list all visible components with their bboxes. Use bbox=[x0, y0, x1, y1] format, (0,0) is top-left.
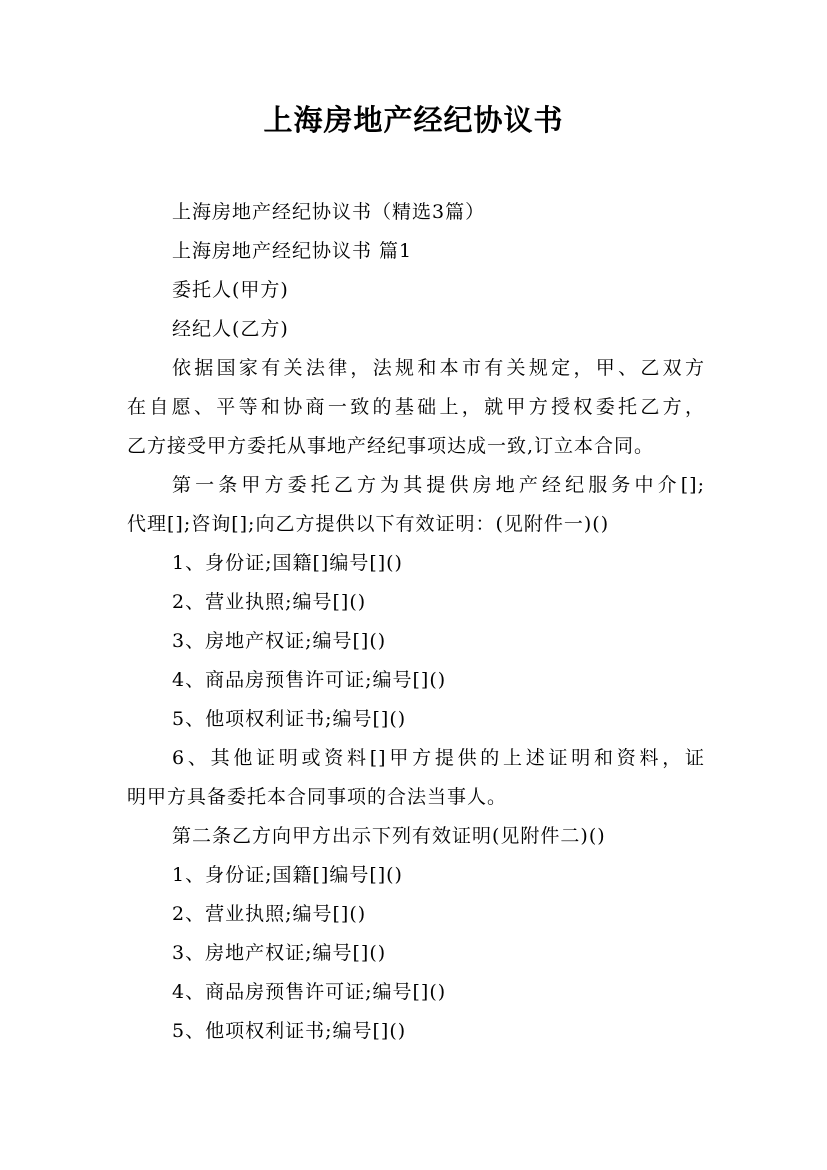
paragraph-line: 2、营业执照;编号[]() bbox=[172, 903, 367, 925]
paragraph-line: 3、房地产权证;编号[]() bbox=[172, 942, 387, 964]
paragraph-line: 5、他项权利证书;编号[]() bbox=[172, 708, 407, 730]
paragraph-line: 经纪人(乙方) bbox=[172, 318, 289, 340]
paragraph-line: 1、身份证;国籍[]编号[]() bbox=[172, 864, 403, 886]
paragraph-line: 第一条甲方委托乙方为其提供房地产经纪服务中介[]; bbox=[172, 474, 705, 496]
paragraph-line: 明甲方具备委托本合同事项的合法当事人。 bbox=[127, 786, 508, 808]
paragraph-line: 委托人(甲方) bbox=[172, 279, 289, 301]
paragraph-line: 1、身份证;国籍[]编号[]() bbox=[172, 552, 403, 574]
paragraph-line: 第二条乙方向甲方出示下列有效证明(见附件二)() bbox=[172, 825, 606, 847]
paragraph-line: 上海房地产经纪协议书（精选3篇） bbox=[172, 201, 486, 223]
paragraph-line: 5、他项权利证书;编号[]() bbox=[172, 1020, 407, 1042]
paragraph-line: 乙方接受甲方委托从事地产经纪事项达成一致,订立本合同。 bbox=[127, 435, 655, 457]
paragraph-line: 6、其他证明或资料[]甲方提供的上述证明和资料，证 bbox=[172, 747, 705, 769]
paragraph-line: 在自愿、平等和协商一致的基础上，就甲方授权委托乙方， bbox=[127, 396, 705, 418]
document-title: 上海房地产经纪协议书 bbox=[263, 103, 564, 137]
paragraph-line: 2、营业执照;编号[]() bbox=[172, 591, 367, 613]
document-body bbox=[127, 193, 705, 1051]
paragraph-line: 代理[];咨询[];向乙方提供以下有效证明：(见附件一)() bbox=[127, 513, 610, 535]
paragraph-line: 依据国家有关法律，法规和本市有关规定，甲、乙双方 bbox=[172, 357, 705, 379]
paragraph-line: 3、房地产权证;编号[]() bbox=[172, 630, 387, 652]
paragraph-line: 4、商品房预售许可证;编号[]() bbox=[172, 669, 447, 691]
paragraph-line: 4、商品房预售许可证;编号[]() bbox=[172, 981, 447, 1003]
paragraph-line: 上海房地产经纪协议书 篇1 bbox=[172, 240, 413, 262]
